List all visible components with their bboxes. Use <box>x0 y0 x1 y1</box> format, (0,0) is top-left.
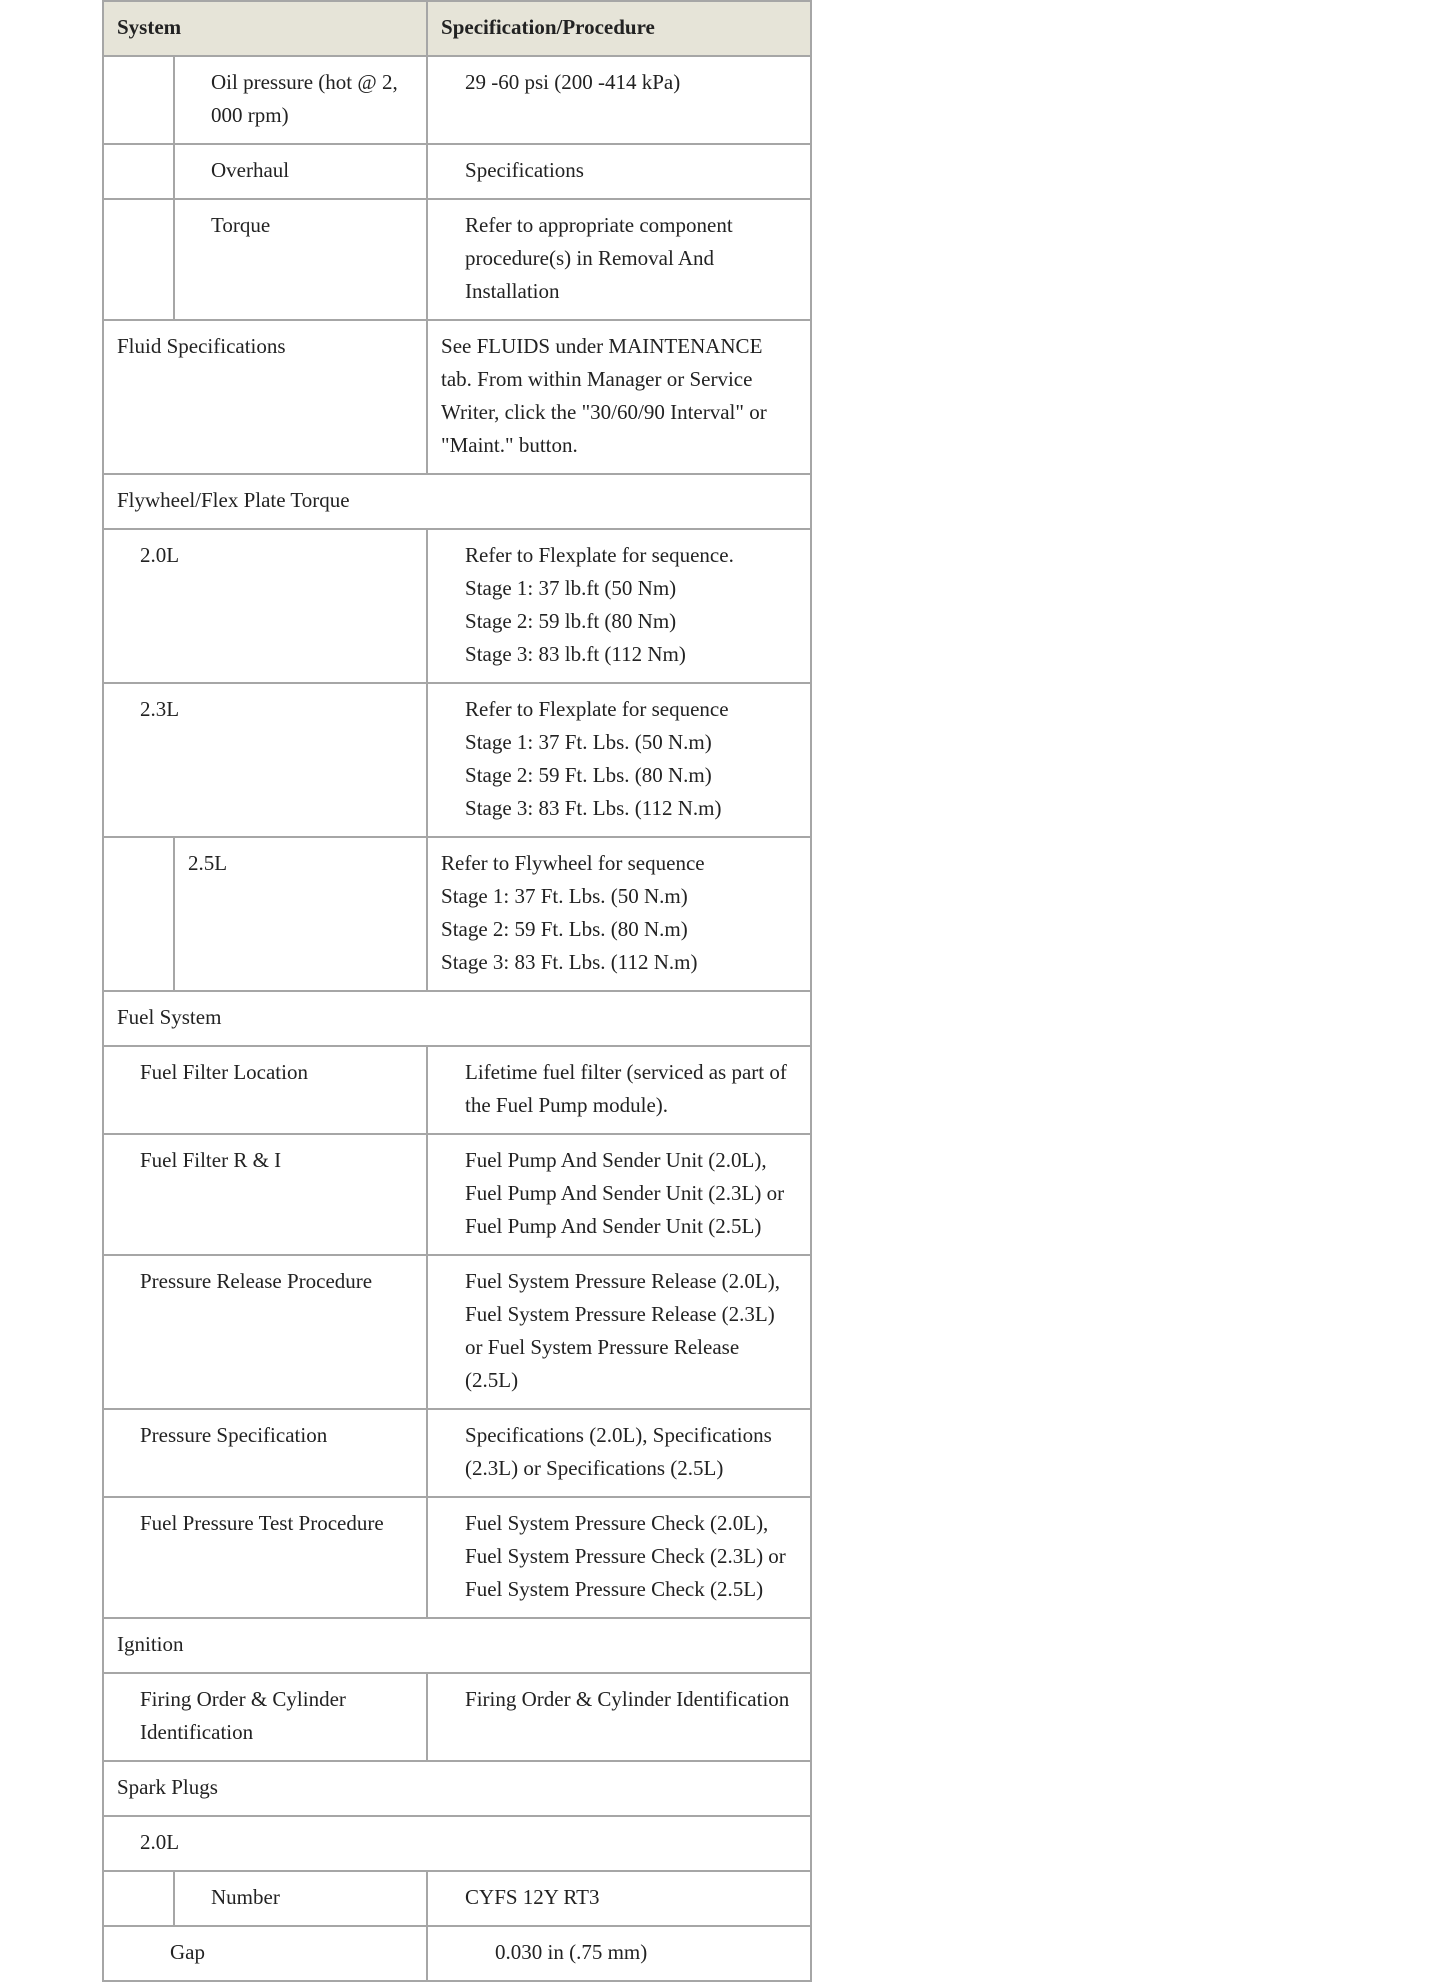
row-value: Refer to appropriate component procedure(s) in Removal And Installation <box>427 199 811 320</box>
section-title: Ignition <box>103 1618 811 1673</box>
table-row <box>103 1046 811 1134</box>
row-label: 2.5L <box>174 837 427 991</box>
row-label: Fluid Specifications <box>103 320 427 474</box>
row-value: Specifications (2.0L), Specifications (2.3L) or Specifications (2.5L) <box>427 1409 811 1497</box>
table-row <box>103 1497 811 1618</box>
row-value: Fuel System Pressure Release (2.0L), Fuel System Pressure Release (2.3L) or Fuel System Pressure Release (2.5L) <box>427 1255 811 1409</box>
row-value: Specifications <box>427 144 811 199</box>
table-row <box>103 1255 811 1409</box>
section-title: Fuel System <box>103 991 811 1046</box>
table-row <box>103 683 811 837</box>
indent-cell <box>103 1871 174 1926</box>
row-value: See FLUIDS under MAINTENANCE tab. From within Manager or Service Writer, click the "30/60/90 Interval" or "Maint." button. <box>427 320 811 474</box>
table-row <box>103 1673 811 1761</box>
table-row <box>103 1409 811 1497</box>
row-label: Pressure Release Procedure <box>103 1255 427 1409</box>
section-title: Flywheel/Flex Plate Torque <box>103 474 811 529</box>
row-value: Fuel Pump And Sender Unit (2.0L), Fuel Pump And Sender Unit (2.3L) or Fuel Pump And Sender Unit (2.5L) <box>427 1134 811 1255</box>
table-row <box>103 529 811 683</box>
indent-cell <box>103 837 174 991</box>
row-value: Refer to Flexplate for sequence Stage 1: 37 Ft. Lbs. (50 N.m) Stage 2: 59 Ft. Lbs. (80 N.m) Stage 3: 83 Ft. Lbs. (112 N.m) <box>427 683 811 837</box>
row-label: Fuel Filter Location <box>103 1046 427 1134</box>
table-row <box>103 144 811 199</box>
row-value: 0.030 in (.75 mm) <box>427 1926 811 1981</box>
row-label: Pressure Specification <box>103 1409 427 1497</box>
specifications-table <box>102 0 812 1982</box>
indent-cell <box>103 199 174 320</box>
table-row <box>103 1134 811 1255</box>
section-row <box>103 1761 811 1816</box>
section-row <box>103 991 811 1046</box>
section-title: Spark Plugs <box>103 1761 811 1816</box>
header-spec: Specification/Procedure <box>427 1 811 56</box>
indent-cell <box>103 144 174 199</box>
row-value: Lifetime fuel filter (serviced as part of the Fuel Pump module). <box>427 1046 811 1134</box>
row-value: Refer to Flywheel for sequence Stage 1: 37 Ft. Lbs. (50 N.m) Stage 2: 59 Ft. Lbs. (80 N.m) Stage 3: 83 Ft. Lbs. (112 N.m) <box>427 837 811 991</box>
section-row <box>103 1618 811 1673</box>
row-label: Overhaul <box>174 144 427 199</box>
row-value: CYFS 12Y RT3 <box>427 1871 811 1926</box>
row-label: Number <box>174 1871 427 1926</box>
header-system: System <box>103 1 427 56</box>
row-label: Oil pressure (hot @ 2, 000 rpm) <box>174 56 427 144</box>
row-value: Fuel System Pressure Check (2.0L), Fuel System Pressure Check (2.3L) or Fuel System Pressure Check (2.5L) <box>427 1497 811 1618</box>
section-title: 2.0L <box>103 1816 811 1871</box>
table-row <box>103 1871 811 1926</box>
section-row <box>103 474 811 529</box>
row-label: Firing Order & Cylinder Identification <box>103 1673 427 1761</box>
table-row <box>103 837 811 991</box>
row-label: Fuel Pressure Test Procedure <box>103 1497 427 1618</box>
row-label: Torque <box>174 199 427 320</box>
section-row <box>103 1816 811 1871</box>
table-row <box>103 1926 811 1981</box>
row-label: Fuel Filter R & I <box>103 1134 427 1255</box>
row-label: 2.3L <box>103 683 427 837</box>
row-value: Refer to Flexplate for sequence. Stage 1: 37 lb.ft (50 Nm) Stage 2: 59 lb.ft (80 Nm) Stage 3: 83 lb.ft (112 Nm) <box>427 529 811 683</box>
indent-cell <box>103 56 174 144</box>
row-label: 2.0L <box>103 529 427 683</box>
table-row <box>103 199 811 320</box>
table-row <box>103 56 811 144</box>
row-label: Gap <box>103 1926 427 1981</box>
row-value: 29 -60 psi (200 -414 kPa) <box>427 56 811 144</box>
table-header-row <box>103 1 811 56</box>
table-row <box>103 320 811 474</box>
row-value: Firing Order & Cylinder Identification <box>427 1673 811 1761</box>
